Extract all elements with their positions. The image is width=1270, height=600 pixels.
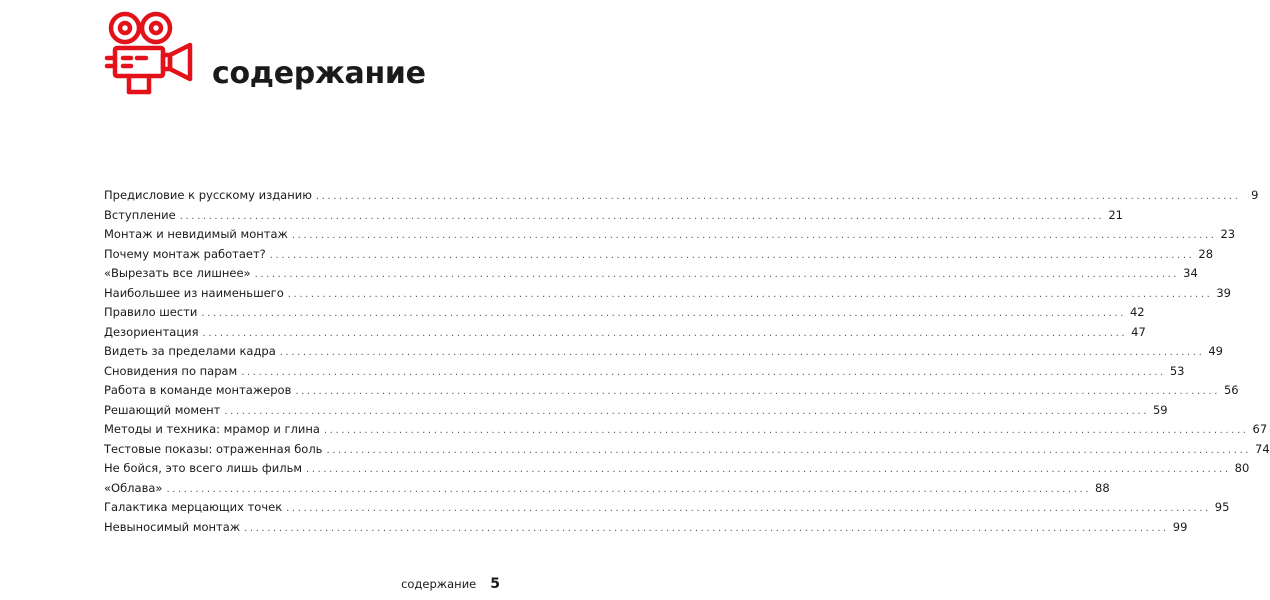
toc-dot-leader: ................................................................................................................................................................ bbox=[269, 249, 1195, 261]
toc-entry-title: Методы и техника: мрамор и глина bbox=[104, 422, 320, 436]
toc-dot-leader: ................................................................................................................................................................ bbox=[323, 425, 1249, 436]
toc-entry[interactable] bbox=[104, 440, 1270, 460]
toc-entry[interactable] bbox=[104, 498, 1230, 518]
toc-entry-title: Наибольшее из наименьшего bbox=[104, 285, 284, 300]
toc-entry-page: 74 bbox=[1255, 441, 1270, 456]
toc-entry-title: Сновидения по парам bbox=[104, 363, 238, 378]
toc-entry-title: «Облава» bbox=[104, 480, 163, 495]
toc-entry[interactable] bbox=[104, 323, 1146, 343]
toc-entry-page: 88 bbox=[1095, 480, 1110, 495]
toc-entry-page: 95 bbox=[1214, 500, 1230, 514]
toc-dot-leader: ................................................................................................................................................................ bbox=[254, 269, 1180, 280]
toc-entry[interactable] bbox=[104, 342, 1223, 362]
toc-entry-page: 23 bbox=[1220, 227, 1236, 241]
toc-entry-title: Видеть за пределами кадра bbox=[104, 344, 276, 358]
toc-entry-page: 39 bbox=[1216, 285, 1231, 300]
toc-entry-title: Решающий момент bbox=[104, 402, 221, 417]
page-title: содержание bbox=[212, 56, 426, 91]
toc-entry-page: 49 bbox=[1208, 344, 1223, 358]
toc-dot-leader: ................................................................................................................................................................ bbox=[295, 386, 1220, 397]
toc-entry[interactable] bbox=[104, 479, 1110, 499]
toc-dot-leader: ................................................................................................................................................................ bbox=[315, 191, 1241, 202]
toc-dot-leader: ................................................................................................................................................................ bbox=[287, 288, 1213, 300]
toc-dot-leader: ................................................................................................................................................................ bbox=[291, 230, 1217, 241]
toc-dot-leader: ................................................................................................................................................................ bbox=[306, 464, 1231, 475]
toc-entry[interactable] bbox=[104, 459, 1250, 479]
toc-entry-page: 47 bbox=[1131, 324, 1146, 339]
toc-entry[interactable] bbox=[104, 225, 1236, 245]
toc-dot-leader: ................................................................................................................................................................ bbox=[201, 308, 1126, 319]
toc-entry[interactable] bbox=[104, 381, 1239, 401]
toc-dot-leader: ................................................................................................................................................................ bbox=[279, 347, 1205, 358]
toc-entry-page: 21 bbox=[1108, 207, 1123, 222]
toc-entry-title: Правило шести bbox=[104, 305, 198, 319]
toc-dot-leader: ................................................................................................................................................................ bbox=[166, 483, 1092, 495]
toc-entry-title: Не бойся, это всего лишь фильм bbox=[104, 461, 303, 475]
toc-entry-title: Работа в команде монтажеров bbox=[104, 383, 292, 397]
toc-dot-leader: ................................................................................................................................................................ bbox=[224, 405, 1149, 417]
toc-entry-title: Невыносимый монтаж bbox=[104, 519, 241, 534]
toc-dot-leader: ................................................................................................................................................................ bbox=[286, 503, 1211, 514]
toc-entry-title: Галактика мерцающих точек bbox=[104, 500, 283, 514]
toc-entry-page: 59 bbox=[1152, 402, 1168, 417]
toc-entry-page: 42 bbox=[1129, 305, 1145, 319]
toc-entry[interactable] bbox=[104, 362, 1185, 382]
toc-entry-title: Монтаж и невидимый монтаж bbox=[104, 227, 288, 241]
toc-entry-title: Тестовые показы: отраженная боль bbox=[104, 441, 323, 456]
toc-entry[interactable] bbox=[104, 264, 1198, 284]
table-of-contents bbox=[104, 186, 1270, 537]
toc-entry-title: Почему монтаж работает? bbox=[104, 246, 266, 261]
toc-entry-page: 56 bbox=[1223, 383, 1239, 397]
toc-entry[interactable] bbox=[104, 186, 1259, 206]
toc-entry-page: 53 bbox=[1169, 363, 1185, 378]
toc-entry-title: Вступление bbox=[104, 207, 176, 222]
toc-entry-title: «Вырезать все лишнее» bbox=[104, 266, 251, 280]
toc-entry-page: 99 bbox=[1172, 519, 1188, 534]
toc-entry-title: Дезориентация bbox=[104, 324, 199, 339]
toc-dot-leader: ................................................................................................................................................................ bbox=[326, 444, 1252, 456]
toc-entry[interactable] bbox=[104, 518, 1188, 538]
toc-entry-page: 80 bbox=[1234, 461, 1250, 475]
toc-dot-leader: ................................................................................................................................................................ bbox=[202, 327, 1128, 339]
toc-entry-page: 67 bbox=[1252, 422, 1268, 436]
toc-dot-leader: ................................................................................................................................................................ bbox=[241, 366, 1166, 378]
toc-entry-page: 34 bbox=[1183, 266, 1198, 280]
toc-entry[interactable] bbox=[104, 206, 1123, 226]
film-camera-icon bbox=[104, 10, 196, 100]
toc-entry-title: Предисловие к русскому изданию bbox=[104, 188, 312, 202]
toc-dot-leader: ................................................................................................................................................................ bbox=[244, 522, 1169, 534]
footer-page-number: 5 bbox=[490, 576, 500, 592]
page-footer bbox=[401, 576, 500, 592]
footer-section-label: содержание bbox=[401, 577, 477, 591]
toc-entry-page: 28 bbox=[1198, 246, 1214, 261]
toc-entry[interactable] bbox=[104, 303, 1145, 323]
toc-entry[interactable] bbox=[104, 401, 1168, 421]
toc-entry-page: 9 bbox=[1251, 188, 1259, 202]
toc-dot-leader: ................................................................................................................................................................ bbox=[179, 210, 1105, 222]
toc-entry[interactable] bbox=[104, 420, 1268, 440]
toc-entry[interactable] bbox=[104, 245, 1214, 265]
toc-entry[interactable] bbox=[104, 284, 1231, 304]
